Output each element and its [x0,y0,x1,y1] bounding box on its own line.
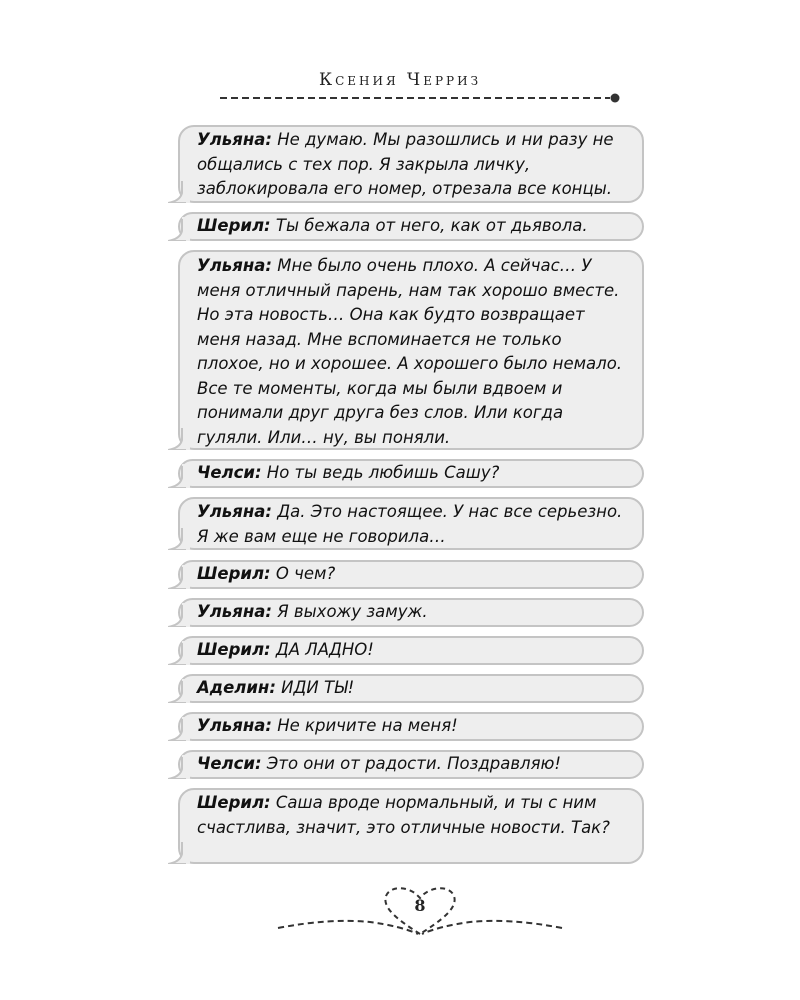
speaker-name: Челси: [197,754,262,773]
speaker-name: Ульяна: [197,716,272,735]
running-header-author: Ксения Черриз [318,70,482,90]
chat-bubble [178,560,644,589]
speaker-name: Шерил: [197,564,271,583]
chat-bubble [178,497,644,550]
message-text: Мне было очень плохо. А сейчас… У меня отличный парень, нам так хорошо вместе. Но эта новость… Она как будто возвращает меня назад. Мне вспоминается не только плохое, но и хорошее. А хорошего было немало. Все те моменты, когда мы были вдвоем и понимали друг друга без слов. Или когда гуляли. Или… ну, вы поняли. [197,256,623,447]
speaker-name: Ульяна: [197,502,272,521]
chat-bubble [178,750,644,779]
chat-bubble [178,212,644,241]
bubble-tail [168,840,190,864]
chat-bubble [178,788,644,864]
bubble-tail [168,679,190,703]
speaker-name: Ульяна: [197,602,272,621]
bubble-tail [168,565,190,589]
bubble-tail [168,426,190,450]
chat-bubble [178,674,644,703]
bubble-tail [168,603,190,627]
chat-bubble [178,459,644,488]
bubble-tail [168,179,190,203]
chat-bubble [178,598,644,627]
bubble-tail [168,717,190,741]
message-body [197,676,632,701]
message-text: Саша вроде нормальный, и ты с ним счастлива, значит, это отличные новости. Так? [197,793,610,837]
chat-bubble [178,712,644,741]
chat-bubble [178,636,644,665]
page-number: 8 [414,896,426,915]
bubble-tail [168,217,190,241]
message-text: Я выхожу замуж. [271,602,428,621]
message-body [197,214,632,239]
message-body [197,500,632,549]
message-body [197,638,632,663]
message-text: Не думаю. Мы разошлись и ни разу не общались с тех пор. Я закрыла личку, заблокировала его номер, отрезала все концы. [197,130,614,198]
message-text: Но ты ведь любишь Сашу? [261,463,500,482]
speaker-name: Ульяна: [197,256,272,275]
chat-bubble [178,125,644,203]
message-body [197,461,632,486]
message-text: Это они от радости. Поздравляю! [261,754,562,773]
chat-bubble [178,250,644,450]
message-body [197,562,632,587]
speaker-name: Ульяна: [197,130,272,149]
bubble-tail [168,755,190,779]
bubble-tail [168,464,190,488]
message-text: Не кричите на меня! [271,716,458,735]
bubble-tail [168,641,190,665]
message-body [197,128,632,202]
message-text: О чем? [270,564,336,583]
message-body [197,254,632,450]
header-dashed-rule [218,92,622,104]
message-body [197,600,632,625]
speaker-name: Аделин: [197,678,276,697]
message-text: ИДИ ТЫ! [275,678,355,697]
message-text: Ты бежала от него, как от дьявола. [270,216,588,235]
message-text: ДА ЛАДНО! [270,640,374,659]
speaker-name: Шерил: [197,640,271,659]
speaker-name: Шерил: [197,793,271,812]
speaker-name: Шерил: [197,216,271,235]
bubble-tail [168,526,190,550]
message-body [197,791,632,840]
speaker-name: Челси: [197,463,262,482]
message-text: Да. Это настоящее. У нас все серьезно. Я же вам еще не говорила… [197,502,623,546]
message-body [197,752,632,777]
message-body [197,714,632,739]
